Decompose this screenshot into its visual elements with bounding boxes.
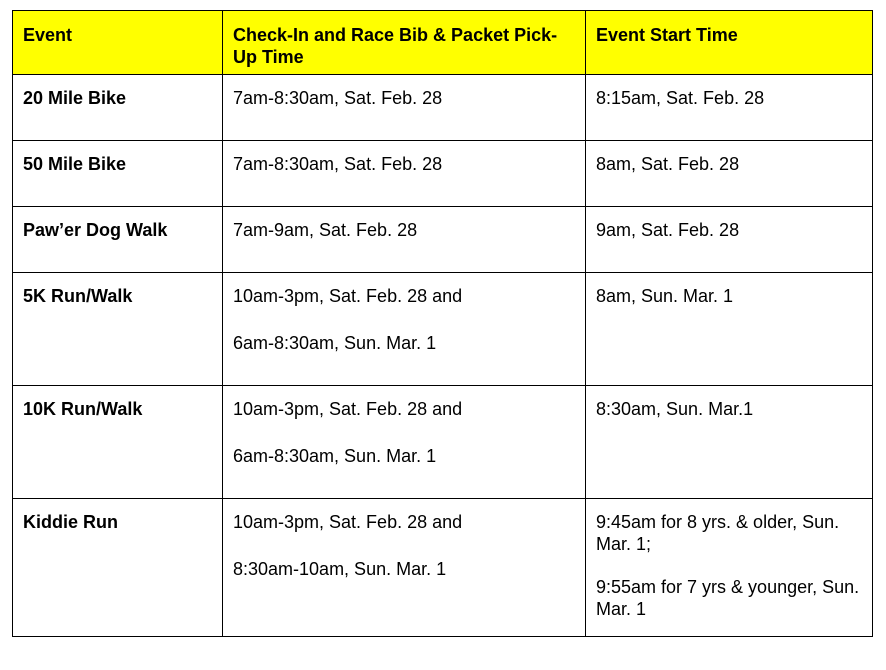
header-event: Event: [13, 11, 223, 75]
start-time-cell: [586, 75, 873, 141]
start-time-cell: [586, 273, 873, 386]
start-time-cell: [586, 141, 873, 207]
checkin-time-text: 7am-8:30am, Sat. Feb. 28: [233, 88, 443, 108]
table-row: [13, 141, 873, 207]
start-time-cell: [586, 386, 873, 499]
start-time-text: 9am, Sat. Feb. 28: [596, 220, 740, 240]
table-row: [13, 75, 873, 141]
start-time-text: 8:30am, Sun. Mar.1: [596, 399, 754, 419]
checkin-time-text: 8:30am-10am, Sun. Mar. 1: [233, 559, 447, 579]
event-name-cell: 5K Run/Walk: [13, 273, 223, 386]
checkin-cell: [223, 499, 586, 637]
header-row: [13, 11, 873, 75]
event-name-cell: Paw’er Dog Walk: [13, 207, 223, 273]
table-row: [13, 207, 873, 273]
checkin-time-text: 6am-8:30am, Sun. Mar. 1: [233, 446, 437, 466]
line-spacer: [233, 307, 575, 332]
event-name-cell: 50 Mile Bike: [13, 141, 223, 207]
line-spacer: [233, 420, 575, 445]
checkin-time-text: 7am-8:30am, Sat. Feb. 28: [233, 154, 443, 174]
start-time-cell: [586, 207, 873, 273]
checkin-time-text: 10am-3pm, Sat. Feb. 28 and: [233, 399, 463, 419]
line-spacer: [596, 555, 862, 576]
checkin-cell: [223, 207, 586, 273]
checkin-time-text: 10am-3pm, Sat. Feb. 28 and: [233, 512, 463, 532]
start-time-text: 8am, Sun. Mar. 1: [596, 286, 734, 306]
start-time-cell: [586, 499, 873, 637]
event-name-cell: 20 Mile Bike: [13, 75, 223, 141]
checkin-time-text: 6am-8:30am, Sun. Mar. 1: [233, 333, 437, 353]
table-row: [13, 386, 873, 499]
checkin-cell: [223, 75, 586, 141]
line-spacer: [233, 533, 575, 558]
start-time-text: 9:55am for 7 yrs & younger, Sun. Mar. 1: [596, 577, 860, 619]
event-name-cell: Kiddie Run: [13, 499, 223, 637]
checkin-cell: [223, 273, 586, 386]
start-time-text: 8am, Sat. Feb. 28: [596, 154, 740, 174]
event-name-cell: 10K Run/Walk: [13, 386, 223, 499]
start-time-text: 9:45am for 8 yrs. & older, Sun. Mar. 1;: [596, 512, 840, 554]
checkin-time-text: 10am-3pm, Sat. Feb. 28 and: [233, 286, 463, 306]
table-row: [13, 499, 873, 637]
checkin-cell: [223, 141, 586, 207]
checkin-cell: [223, 386, 586, 499]
event-schedule-table: [12, 10, 873, 637]
table-row: [13, 273, 873, 386]
start-time-text: 8:15am, Sat. Feb. 28: [596, 88, 765, 108]
checkin-time-text: 7am-9am, Sat. Feb. 28: [233, 220, 418, 240]
header-checkin-time: Check-In and Race Bib & Packet Pick-Up Time: [223, 11, 586, 75]
header-start-time: Event Start Time: [586, 11, 873, 75]
